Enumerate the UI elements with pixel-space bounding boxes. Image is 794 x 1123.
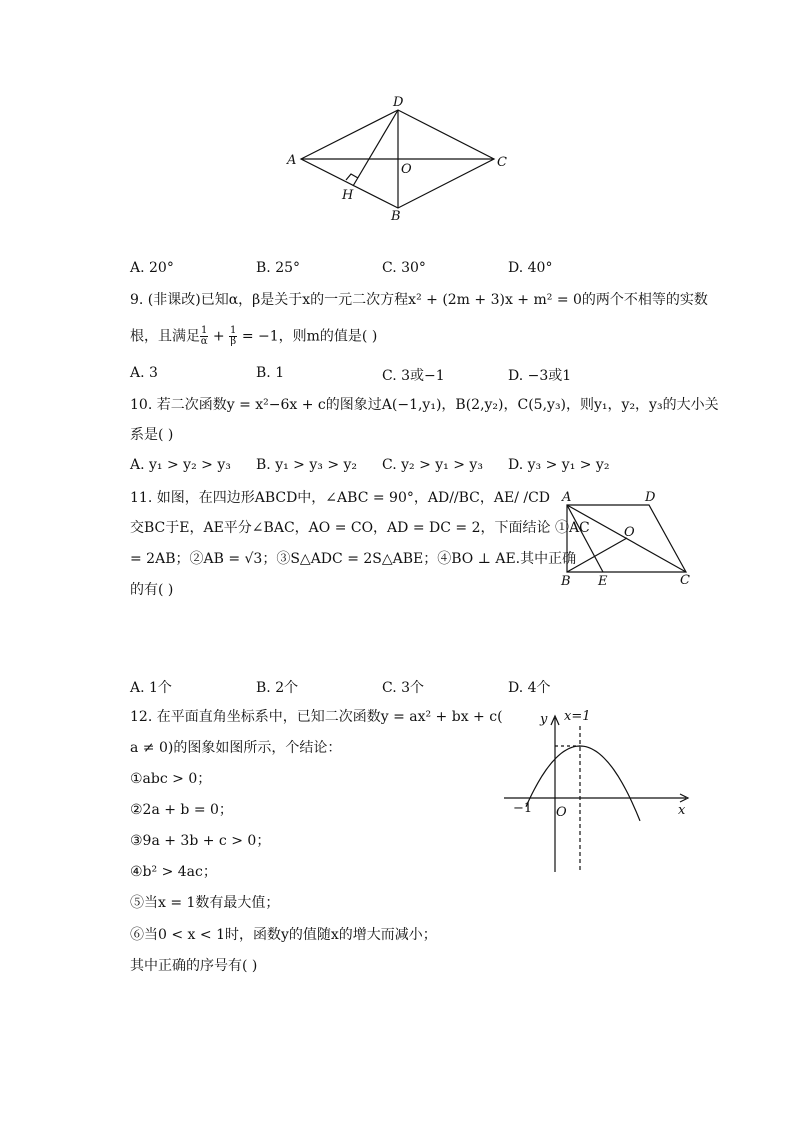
q12-statement-6: ⑥当0 < x < 1时，函数y的值随x的增大而减小； bbox=[130, 927, 437, 943]
y-axis-arrow bbox=[551, 716, 559, 725]
label-c: C bbox=[680, 573, 690, 588]
label-a: A bbox=[562, 490, 572, 505]
right-angle-mark bbox=[346, 174, 358, 180]
fraction-one-over-beta: $\frac{1}{\beta}$ bbox=[230, 325, 237, 347]
segment-ac bbox=[567, 505, 686, 572]
label-o: O bbox=[624, 525, 635, 540]
label-x: x bbox=[678, 803, 686, 818]
segment-dh bbox=[353, 110, 398, 186]
rhombus-outline bbox=[301, 110, 494, 208]
q10-option-c: C. y₂ > y₁ > y₃ bbox=[382, 457, 483, 473]
q11-option-d: D. 4个 bbox=[508, 680, 551, 696]
label-a: A bbox=[287, 153, 297, 168]
label-e: E bbox=[598, 574, 608, 589]
q9-plus: + bbox=[208, 328, 230, 345]
q9-line-2-end: = −1，则m的值是( ) bbox=[237, 328, 378, 345]
q8-option-c: C. 30° bbox=[382, 260, 426, 276]
quadrilateral-abcd bbox=[567, 505, 686, 572]
q9-option-a: A. 3 bbox=[130, 365, 158, 381]
q9-line-2 bbox=[130, 326, 377, 347]
q9-option-b: B. 1 bbox=[256, 365, 285, 381]
q11-line-1: 11. 如图，在四边形ABCD中，∠ABC = 90°，AD//BC，AE/ /CD bbox=[130, 490, 551, 506]
q9-option-c: C. 3或−1 bbox=[382, 368, 445, 384]
q12-question: 其中正确的序号有( ) bbox=[130, 958, 258, 974]
q9-line-2-start: 根，且满足 bbox=[130, 328, 200, 345]
label-origin: O bbox=[556, 805, 567, 820]
label-d: D bbox=[645, 490, 656, 505]
q11-line-2: 交BC于E，AE平分∠BAC，AO = CO，AD = DC = 2，下面结论 ①AC bbox=[130, 520, 590, 536]
label-neg-1: −1 bbox=[513, 801, 533, 816]
q9-line-1: 9. (非课改)已知α，β是关于x的一元二次方程x² + (2m + 3)x + m² = 0的两个不相等的实数 bbox=[130, 292, 708, 308]
q8-option-b: B. 25° bbox=[256, 260, 301, 276]
label-b: B bbox=[561, 574, 571, 589]
label-b: B bbox=[391, 209, 401, 224]
q10-option-d: D. y₃ > y₁ > y₂ bbox=[508, 457, 610, 473]
q8-option-d: D. 40° bbox=[508, 260, 553, 276]
q11-option-b: B. 2个 bbox=[256, 680, 299, 696]
label-x-equals-1: x=1 bbox=[564, 709, 591, 724]
q10-line-1: 10. 若二次函数y = x²−6x + c的图象过A(−1,y₁)，B(2,y₂)，C(5,y₃)，则y₁，y₂，y₃的大小关 bbox=[130, 397, 719, 413]
parabola-curve bbox=[526, 746, 640, 821]
label-h: H bbox=[342, 188, 354, 203]
x-axis-arrow bbox=[680, 794, 688, 802]
q11-option-c: C. 3个 bbox=[382, 680, 425, 696]
q12-statement-3: ③9a + 3b + c > 0； bbox=[130, 833, 271, 849]
q12-statement-1: ①abc > 0； bbox=[130, 771, 212, 787]
q12-line-1: 12. 在平面直角坐标系中，已知二次函数y = ax² + bx + c( bbox=[130, 709, 503, 725]
label-c: C bbox=[497, 155, 507, 170]
q11-line-3: = 2AB；②AB = √3；③S△ADC = 2S△ABE；④BO ⊥ AE.其中正确 bbox=[130, 551, 577, 567]
q10-line-2: 系是( ) bbox=[130, 427, 174, 443]
q12-line-2: a ≠ 0)的图象如图所示，个结论： bbox=[130, 740, 342, 756]
q12-statement-5: ⑤当x = 1数有最大值； bbox=[130, 895, 280, 911]
q10-option-a: A. y₁ > y₂ > y₃ bbox=[130, 457, 231, 473]
fraction-one-over-alpha: $\frac{1}{\alpha}$ bbox=[200, 325, 208, 347]
label-y: y bbox=[540, 712, 548, 727]
q8-option-a: A. 20° bbox=[130, 260, 174, 276]
label-o: O bbox=[401, 162, 412, 177]
label-d: D bbox=[393, 95, 404, 110]
q10-option-b: B. y₁ > y₃ > y₂ bbox=[256, 457, 358, 473]
q11-option-a: A. 1个 bbox=[130, 680, 172, 696]
q9-option-d: D. −3或1 bbox=[508, 368, 572, 384]
q12-statement-4: ④b² > 4ac； bbox=[130, 864, 217, 880]
q12-statement-2: ②2a + b = 0； bbox=[130, 802, 233, 818]
q11-line-4: 的有( ) bbox=[130, 582, 174, 598]
